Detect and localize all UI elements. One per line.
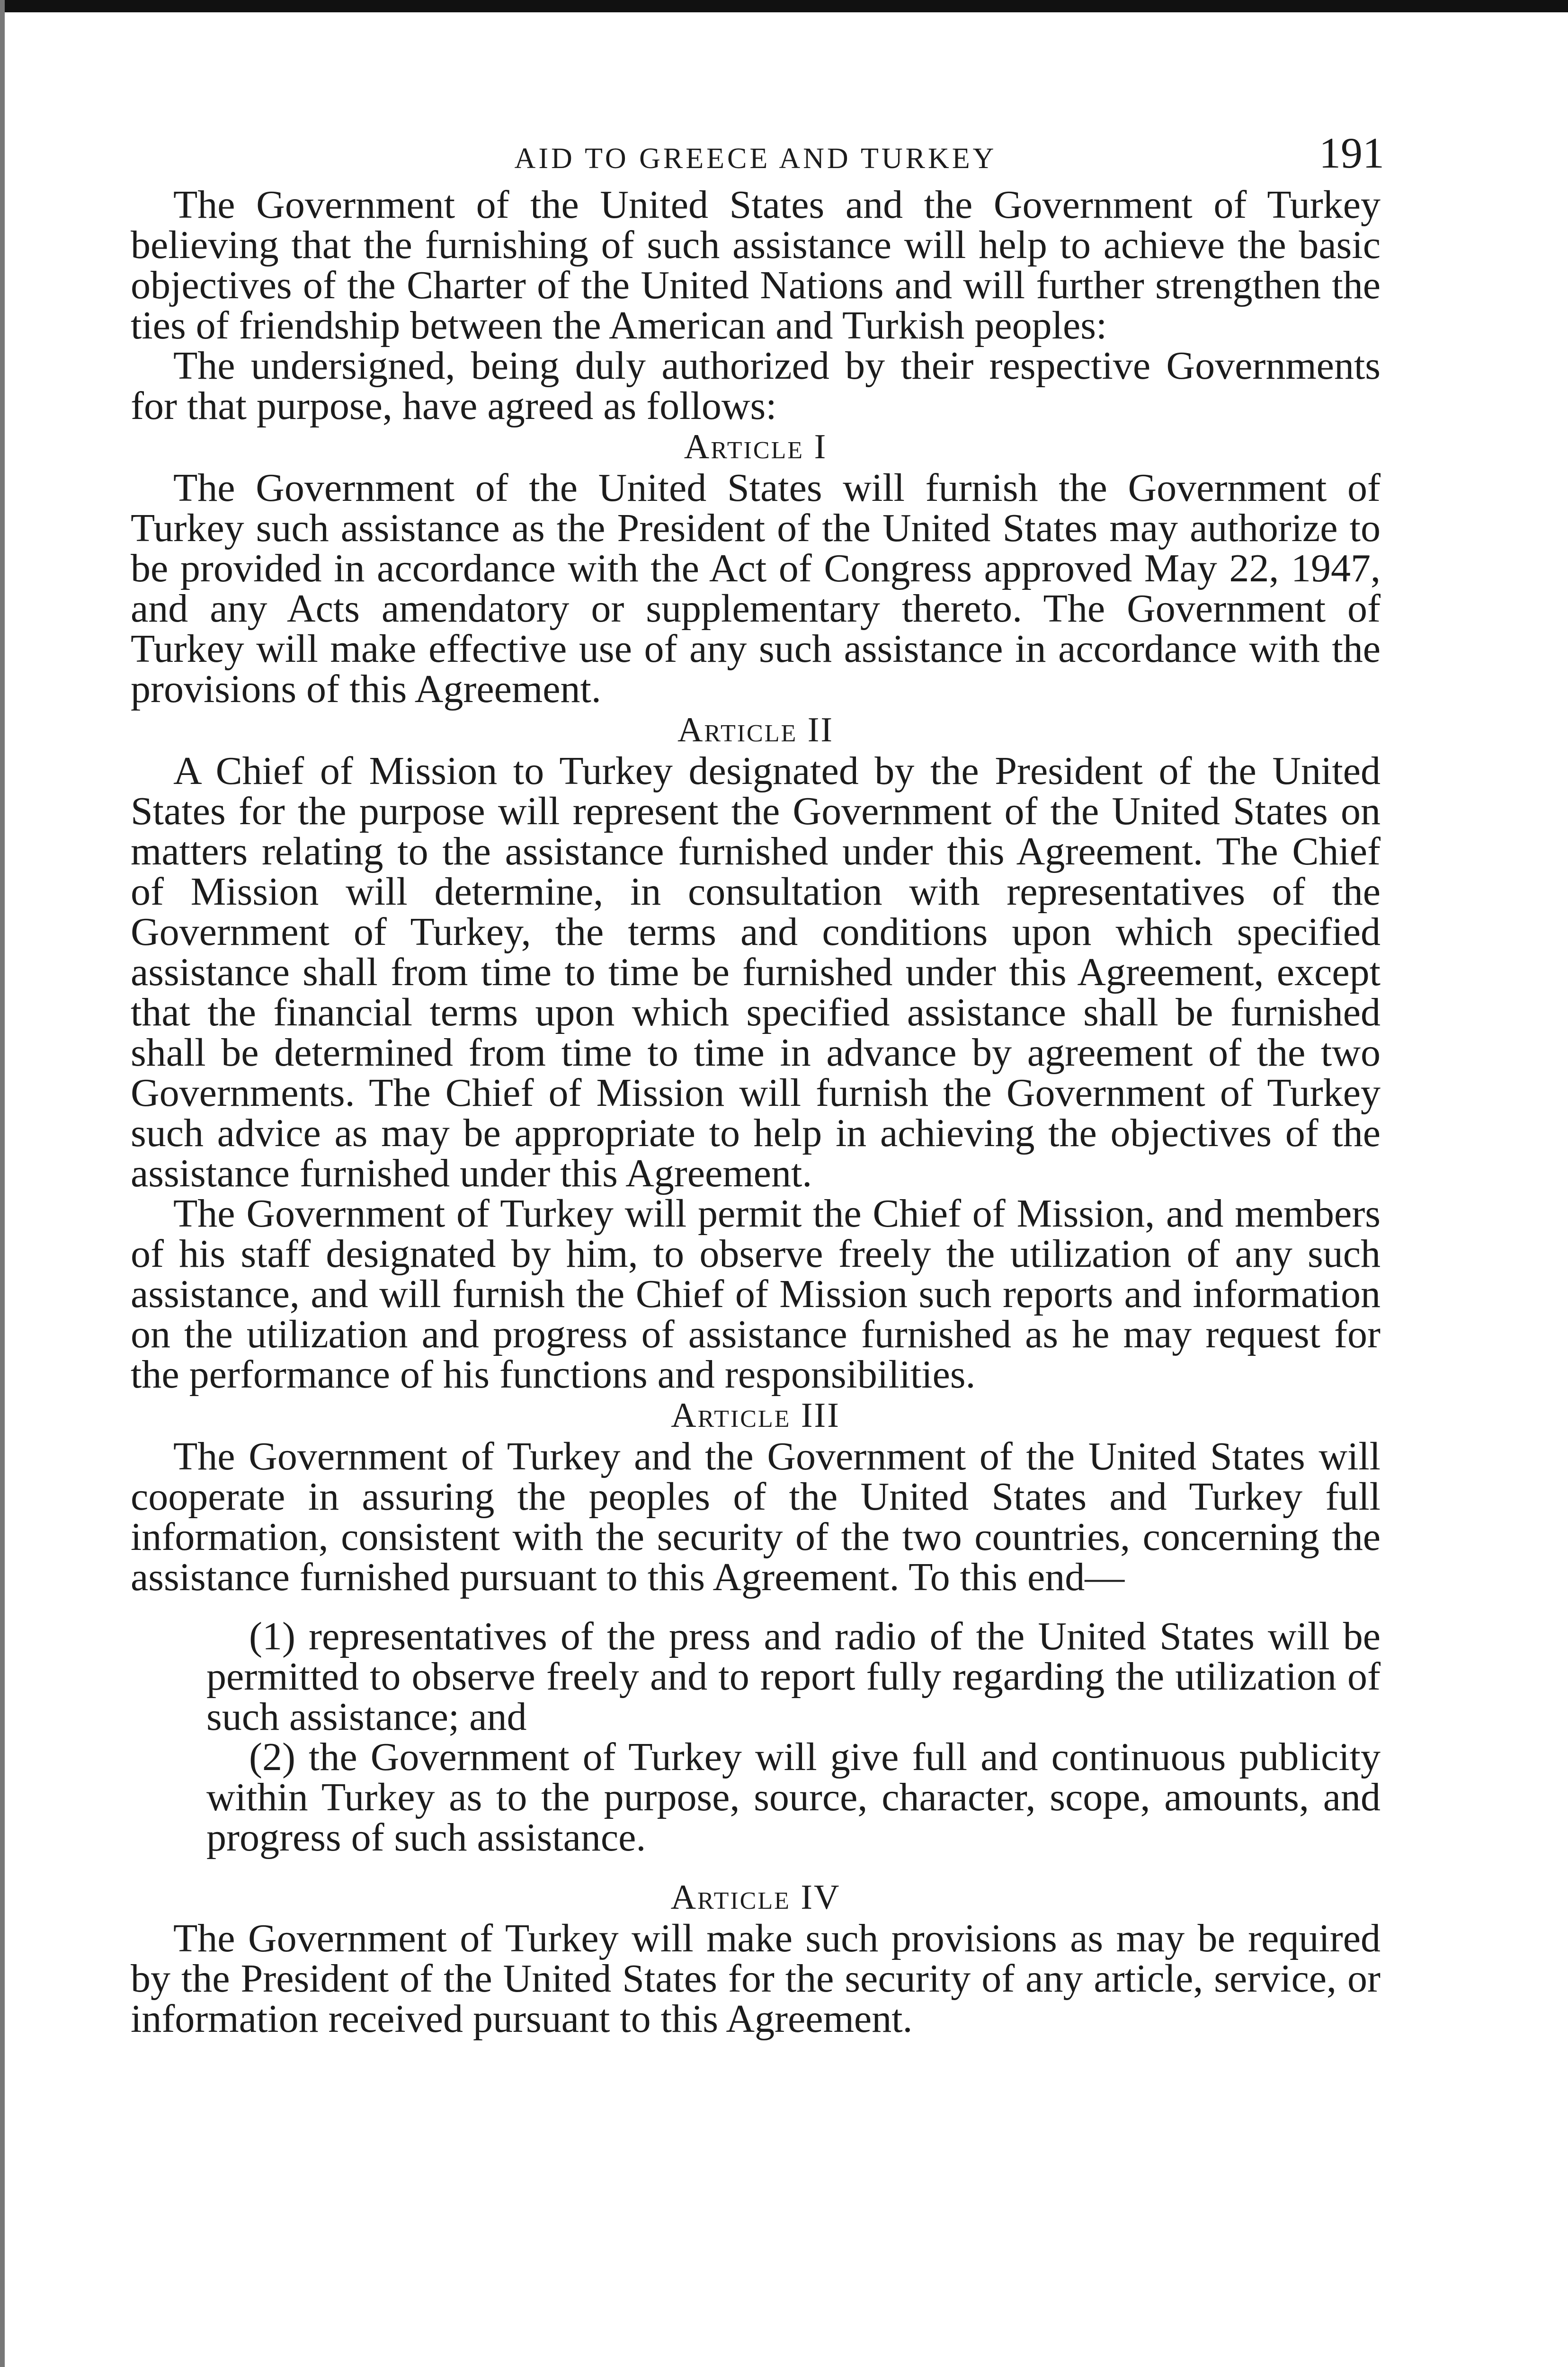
article-3-paragraph: The Government of Turkey and the Government of the United States will cooperate in assuring the peoples of the United States and Turkey full information, consistent with the security of the two countries, concerning the assistance furnished pursuant to this Agreement. To this end— <box>131 1434 1381 1599</box>
article-1-paragraph: The Government of the United States will furnish the Government of Turkey such assistance as the President of the United States may authorize to be provided in accordance with the Act of Congress approved May 22, 1947, and any Acts amendatory or supplementary thereto. The Government of Turkey will make effective use of any such assistance in accordance with the provisions of this Agreement. <box>131 466 1381 711</box>
preamble-paragraph: The Government of the United States and the Government of Turkey believing that the furnishing of such assistance will help to achieve the basic objectives of the Charter of the United Nations and will further strengthen the ties of friendship between the American and Turkish peoples: <box>131 183 1381 347</box>
article-3-item-2: (2) the Government of Turkey will give full and continuous publicity within Turkey as to the purpose, source, character, scope, amounts, and progress of such assistance. <box>206 1735 1381 1860</box>
running-head <box>131 128 1384 185</box>
running-title: AID TO GREECE AND TURKEY <box>514 142 997 175</box>
preamble-agreement-paragraph: The undersigned, being duly authorized by their respective Governments for that purpose, have agreed as follows: <box>131 344 1381 428</box>
article-1-heading: Article I <box>684 427 828 466</box>
article-3-item-1: (1) representatives of the press and radio of the United States will be permitted to observe freely and to report fully regarding the utilization of such assistance; and <box>206 1614 1381 1739</box>
article-4-heading: Article IV <box>670 1878 841 1917</box>
page-number: 191 <box>1319 129 1384 177</box>
article-2-paragraph-1: A Chief of Mission to Turkey designated by the President of the United States for the purpose will represent the Government of the United States on matters relating to the assistance furnished under this Agreement. The Chief of Mission will determine, in consultation with representatives of the Government of Turkey, the terms and conditions upon which specified assistance shall from time to time be furnished under this Agreement, except that the financial terms upon which specified assistance shall be furnished shall be determined from time to time in advance by agreement of the two Governments. The Chief of Mission will furnish the Government of Turkey such advice as may be appropriate to help in achieving the objectives of the assistance furnished under this Agreement. <box>131 749 1381 1195</box>
scan-top-border <box>0 0 1568 12</box>
article-2-heading: Article II <box>677 711 834 749</box>
document-page <box>131 128 1384 2041</box>
article-3-heading: Article III <box>671 1396 840 1435</box>
scan-left-border <box>0 0 5 2367</box>
article-4-paragraph: The Government of Turkey will make such provisions as may be required by the President of the United States for the security of any article, service, or information received pursuant to this Agreement. <box>131 1916 1381 2041</box>
article-2-paragraph-2: The Government of Turkey will permit the Chief of Mission, and members of his staff designated by him, to observe freely the utilization of any such assistance, and will furnish the Chief of Mission such reports and information on the utilization and progress of assistance furnished as he may request for the performance of his functions and responsibilities. <box>131 1192 1381 1397</box>
